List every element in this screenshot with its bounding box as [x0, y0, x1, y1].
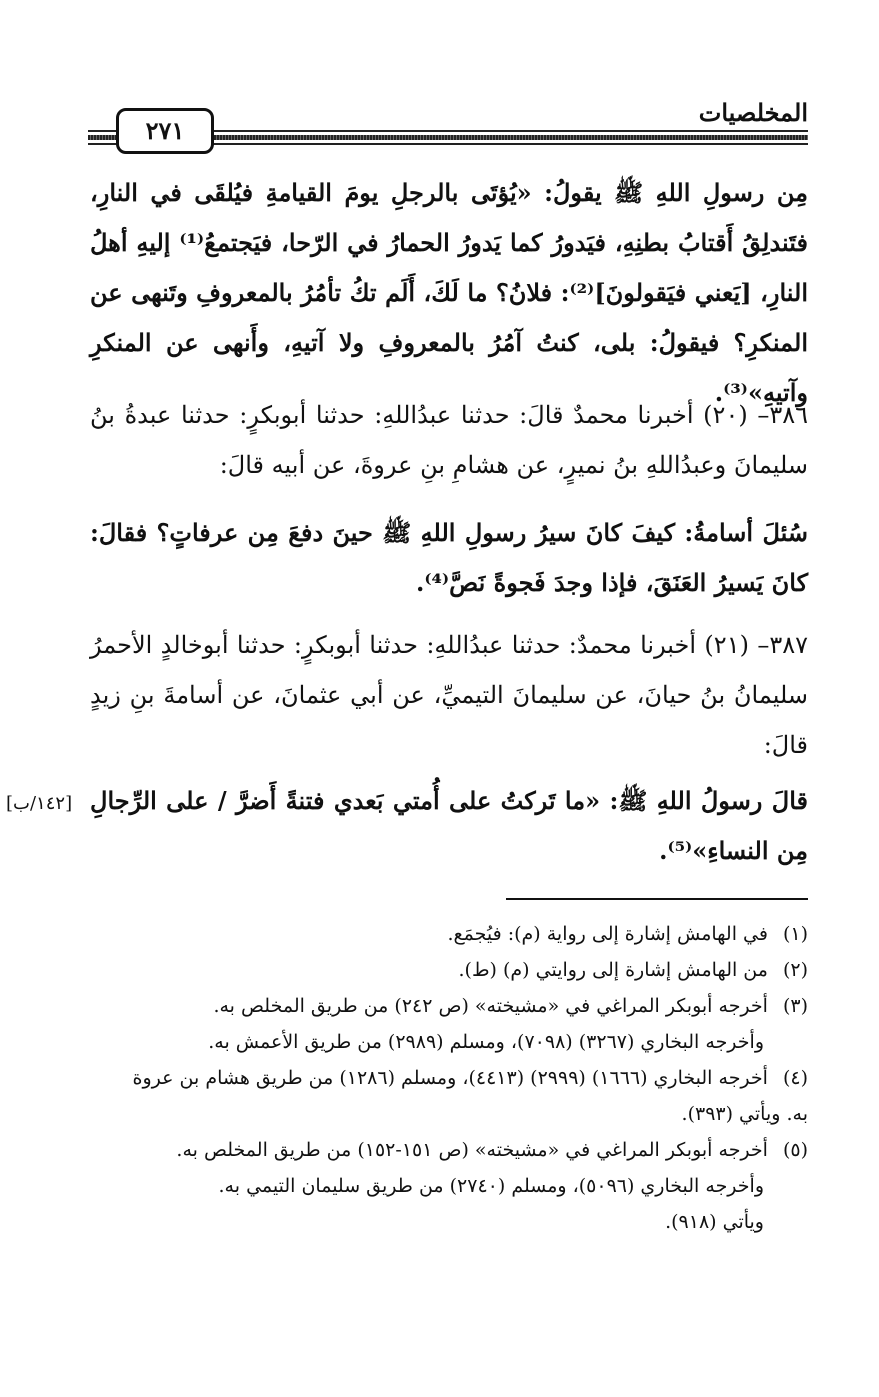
paragraph-text: مِن رسولِ اللهِ ﷺ يقولُ: «يُؤتَى بالرجلِ يومَ القيامةِ فيُلقَى في النارِ، فتَندلِقُ أَقتابُ بطنِهِ، فيَدورُ كما يَدورُ الحمارُ في الرّحا، فيَجتمعُ⁽¹⁾ إليهِ أهلُ النارِ، [يَعني فيَقولونَ]⁽²⁾: فلانُ؟ ما لَكَ، أَلَم تكُ تأمُرُ بالمعروفِ وتَنهى عن المنكرِ؟ فيقولُ: بلى، كنتُ آمُرُ بالمعروفِ ولا آتيهِ، وأَنهى عن المنكرِ وآتيهِ»⁽³⁾.: [90, 178, 809, 407]
paragraph-text: ٣٨٦– (٢٠) أخبرنا محمدٌ قالَ: حدثنا عبدُاللهِ: حدثنا أبوبكرٍ: حدثنا عبدةُ بنُ سليمانَ وعبدُاللهِ بنُ نميرٍ، عن هشامِ بنِ عروةَ، عن أبيه قالَ:: [90, 401, 808, 479]
footnote-continuation: [110, 1024, 808, 1060]
footnote-divider: [506, 898, 808, 900]
paragraph: [90, 508, 808, 608]
footnote-text: أخرجه أبوبكر المراغي في «مشيخته» (ص ٢٤٢) من طريق المخلص به.: [213, 995, 768, 1017]
paragraph: [90, 168, 808, 418]
running-title: المخلصيات: [698, 98, 808, 127]
page-header: [88, 90, 808, 160]
footnote-text: أخرجه أبوبكر المراغي في «مشيخته» (ص ١٥١-١٥٢) من طريق المخلص به.: [176, 1139, 768, 1161]
footnotes: [110, 916, 808, 1240]
footnote-number: (٣): [782, 995, 808, 1017]
footnote-text: وأخرجه البخاري (٥٠٩٦)، ومسلم (٢٧٤٠) من طريق سليمان التيمي به.: [218, 1175, 764, 1197]
footnote-number: (١): [782, 923, 808, 945]
footnote-text: ويأتي (٩١٨).: [665, 1211, 764, 1233]
paragraph-text: قالَ رسولُ اللهِ ﷺ: «ما تَركتُ على أُمتي بَعدي فتنةً أَضرَّ / على الرِّجالِ مِن النساءِ»⁽⁵⁾.: [90, 786, 808, 865]
footnote-text: وأخرجه البخاري (٣٢٦٧) (٧٠٩٨)، ومسلم (٢٩٨٩) من طريق الأعمش به.: [208, 1031, 764, 1053]
footnote-text: من الهامش إشارة إلى روايتي (م) (ط).: [458, 959, 768, 981]
paragraph-text: سُئلَ أسامةُ: كيفَ كانَ سيرُ رسولِ اللهِ ﷺ حينَ دفعَ مِن عرفاتٍ؟ فقالَ: كانَ يَسيرُ العَنَقَ، فإذا وجدَ فَجوةً نَصَّ⁽⁴⁾.: [90, 518, 808, 597]
footnote-text: أخرجه البخاري (١٦٦٦) (٢٩٩٩) (٤٤١٣)، ومسلم (١٢٨٦) من طريق هشام بن عروة به. ويأتي (٣٩٣).: [132, 1067, 808, 1125]
manuscript-folio-note: [١٤٢/ب]: [6, 793, 73, 814]
paragraph-text: ٣٨٧– (٢١) أخبرنا محمدٌ: حدثنا عبدُاللهِ: حدثنا أبوبكرٍ: حدثنا أبوخالدٍ الأحمرُ سليمانُ بنُ حيانَ، عن سليمانَ التيميِّ، عن أبي عثمانَ، عن أسامةَ بنِ زيدٍ قالَ:: [90, 631, 808, 759]
footnote-text: في الهامش إشارة إلى رواية (م): فيُجمَع.: [447, 923, 768, 945]
paragraph: [90, 620, 808, 770]
footnote-number: (٢): [782, 959, 808, 981]
footnote-number: (٤): [782, 1067, 808, 1089]
footnote-continuation: [110, 1204, 808, 1240]
footnote-continuation: [110, 1168, 808, 1204]
footnote: [110, 1132, 808, 1168]
footnote: [110, 988, 808, 1024]
footnote: [110, 1060, 808, 1132]
footnote-number: (٥): [782, 1139, 808, 1161]
footnote: [110, 916, 808, 952]
paragraph: [90, 390, 808, 490]
paragraph: [90, 776, 808, 876]
footnote: [110, 952, 808, 988]
page-number: ٢٧١: [116, 108, 214, 154]
